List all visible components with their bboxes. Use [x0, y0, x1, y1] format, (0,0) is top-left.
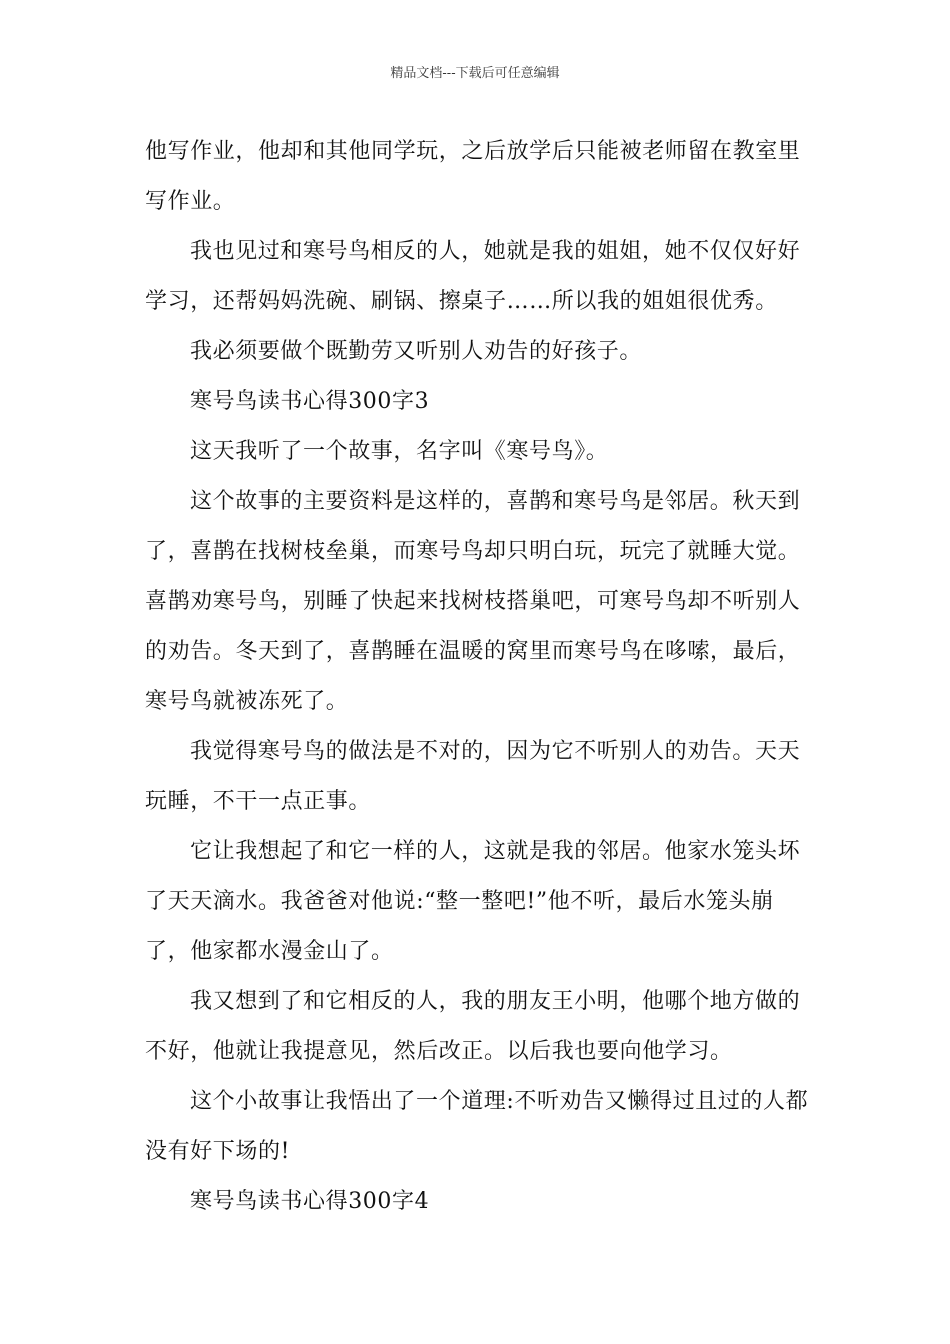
paragraph-line: 了，他家都水漫金山了。 [145, 939, 394, 964]
paragraph-line: 它让我想起了和它一样的人，这就是我的邻居。他家水笼头坏 [190, 839, 801, 864]
paragraph-line: 寒号鸟就被冻死了。 [145, 689, 349, 714]
paragraph-line: 这个小故事让我悟出了一个道理:不听劝告又懒得过且过的人都 [190, 1089, 809, 1114]
paragraph-line: 玩睡，不干一点正事。 [145, 789, 372, 814]
paragraph-line: 学习，还帮妈妈洗碗、刷锅、擦桌子……所以我的姐姐很优秀。 [145, 289, 778, 314]
section-heading: 寒号鸟读书心得300字4 [190, 1189, 430, 1214]
paragraph-line: 我也见过和寒号鸟相反的人，她就是我的姐姐，她不仅仅好好 [190, 239, 801, 264]
paragraph-line: 的劝告。冬天到了，喜鹊睡在温暖的窝里而寒号鸟在哆嗦，最后， [145, 639, 801, 664]
paragraph-line: 我必须要做个既勤劳又听别人劝告的好孩子。 [190, 339, 643, 364]
paragraph-line: 我又想到了和它相反的人，我的朋友王小明，他哪个地方做的 [190, 989, 801, 1014]
paragraph-line: 了，喜鹊在找树枝垒巢，而寒号鸟却只明白玩，玩完了就睡大觉。 [145, 539, 801, 564]
paragraph-line: 没有好下场的! [145, 1139, 291, 1164]
paragraph-line: 这天我听了一个故事，名字叫《寒号鸟》。 [190, 439, 609, 464]
paragraph-line: 写作业。 [145, 189, 236, 214]
page-header: 精品文档---下载后可任意编辑 [390, 66, 560, 81]
paragraph-line: 这个故事的主要资料是这样的，喜鹊和寒号鸟是邻居。秋天到 [190, 489, 801, 514]
paragraph-line: 不好，他就让我提意见，然后改正。以后我也要向他学习。 [145, 1039, 733, 1064]
paragraph-line: 了天天滴水。我爸爸对他说:“整一整吧!”他不听，最后水笼头崩 [145, 889, 774, 914]
paragraph-line: 喜鹊劝寒号鸟，别睡了快起来找树枝搭巢吧，可寒号鸟却不听别人 [145, 589, 801, 614]
paragraph-line: 我觉得寒号鸟的做法是不对的，因为它不听别人的劝告。天天 [190, 739, 801, 764]
paragraph-line: 他写作业，他却和其他同学玩，之后放学后只能被老师留在教室里 [145, 139, 801, 164]
section-heading: 寒号鸟读书心得300字3 [190, 389, 430, 414]
